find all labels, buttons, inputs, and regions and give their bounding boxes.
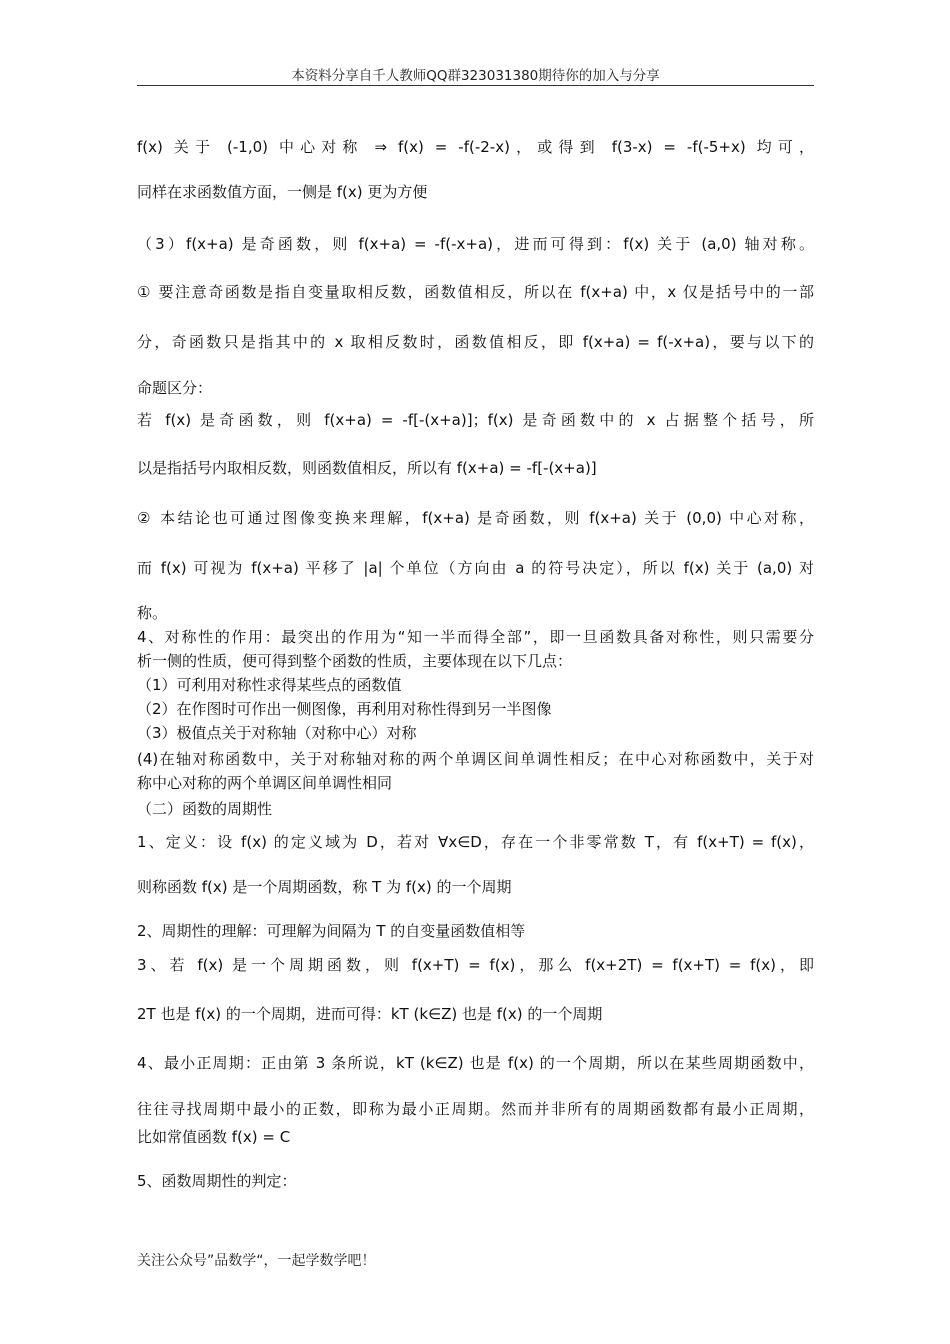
text-line: 4、对称性的作用：最突出的作用为“知一半而得全部”，即一旦函数具备对称性，则只需要分 — [137, 628, 814, 646]
text-line: 比如常值函数 f(x) = C — [137, 1128, 291, 1146]
text-line: 1、定义：设 f(x) 的定义域为 D，若对 ∀x∈D，存在一个非零常数 T，有 f(x+T) = f(x)， — [137, 833, 814, 851]
text-line: 2T 也是 f(x) 的一个周期，进而可得：kT (k∈Z) 也是 f(x) 的一个周期 — [137, 1005, 603, 1023]
text-line: 则称函数 f(x) 是一个周期函数，称 T 为 f(x) 的一个周期 — [137, 878, 512, 896]
text-line: 命题区分： — [137, 379, 213, 397]
list-item: （2）在作图时可作出一侧图像，再利用对称性得到另一半图像 — [137, 700, 552, 718]
text-line: 4、最小正周期：正由第 3 条所说，kT (k∈Z) 也是 f(x) 的一个周期，所以在某些周期函数中， — [137, 1054, 814, 1072]
text-line: （3）f(x+a) 是奇函数，则 f(x+a) = -f(-x+a)，进而可得到：f(x) 关于 (a,0) 轴对称。 — [137, 235, 814, 253]
header-rule — [137, 85, 814, 86]
text-line: ② 本结论也可通过图像变换来理解，f(x+a) 是奇函数，则 f(x+a) 关于 (0,0) 中心对称， — [137, 509, 814, 527]
page-footer: 关注公众号”品数学“，一起学数学吧！ — [137, 1253, 376, 1269]
list-item: (4)在轴对称函数中，关于对称轴对称的两个单调区间单调性相反；在中心对称函数中，关于对 — [137, 750, 814, 768]
text-line: 同样在求函数值方面，一侧是 f(x) 更为方便 — [137, 183, 428, 201]
text-line: 往往寻找周期中最小的正数，即称为最小正周期。然而并非所有的周期函数都有最小正周期， — [137, 1100, 814, 1118]
text-line: 以是指括号内取相反数，则函数值相反，所以有 f(x+a) = -f[-(x+a)] — [137, 459, 597, 477]
text-line: 析一侧的性质，便可得到整个函数的性质，主要体现在以下几点： — [137, 652, 573, 670]
text-line: 3、若 f(x) 是一个周期函数，则 f(x+T) = f(x)，那么 f(x+2T) = f(x+T) = f(x)，即 — [137, 956, 814, 974]
text-line: f(x) 关于 (-1,0) 中心对称 ⇒ f(x) = -f(-2-x)，或得到 f(3-x) = -f(-5+x) 均可， — [137, 138, 814, 156]
text-line: 而 f(x) 可视为 f(x+a) 平移了 |a| 个单位（方向由 a 的符号决定），所以 f(x) 关于 (a,0) 对 — [137, 559, 814, 577]
text-line: 称中心对称的两个单调区间单调性相同 — [137, 774, 393, 792]
text-line: 5、函数周期性的判定： — [137, 1172, 297, 1190]
text-line: 若 f(x) 是奇函数，则 f(x+a) = -f[-(x+a)]；f(x) 是奇函数中的 x 占据整个括号，所 — [137, 411, 814, 429]
text-line: 分，奇函数只是指其中的 x 取相反数时，函数值相反，即 f(x+a) = f(-x+a)，要与以下的 — [137, 333, 814, 351]
page-header: 本资料分享自千人教师QQ群323031380期待你的加入与分享 — [291, 68, 660, 84]
list-item: （3）极值点关于对称轴（对称中心）对称 — [137, 724, 417, 742]
section-heading: （二）函数的周期性 — [137, 800, 273, 818]
text-line: 称。 — [137, 604, 168, 622]
text-line: 2、周期性的理解：可理解为间隔为 T 的自变量函数值相等 — [137, 922, 526, 940]
list-item: （1）可利用对称性求得某些点的函数值 — [137, 676, 402, 694]
text-line: ① 要注意奇函数是指自变量取相反数，函数值相反，所以在 f(x+a) 中，x 仅是括号中的一部 — [137, 283, 814, 301]
